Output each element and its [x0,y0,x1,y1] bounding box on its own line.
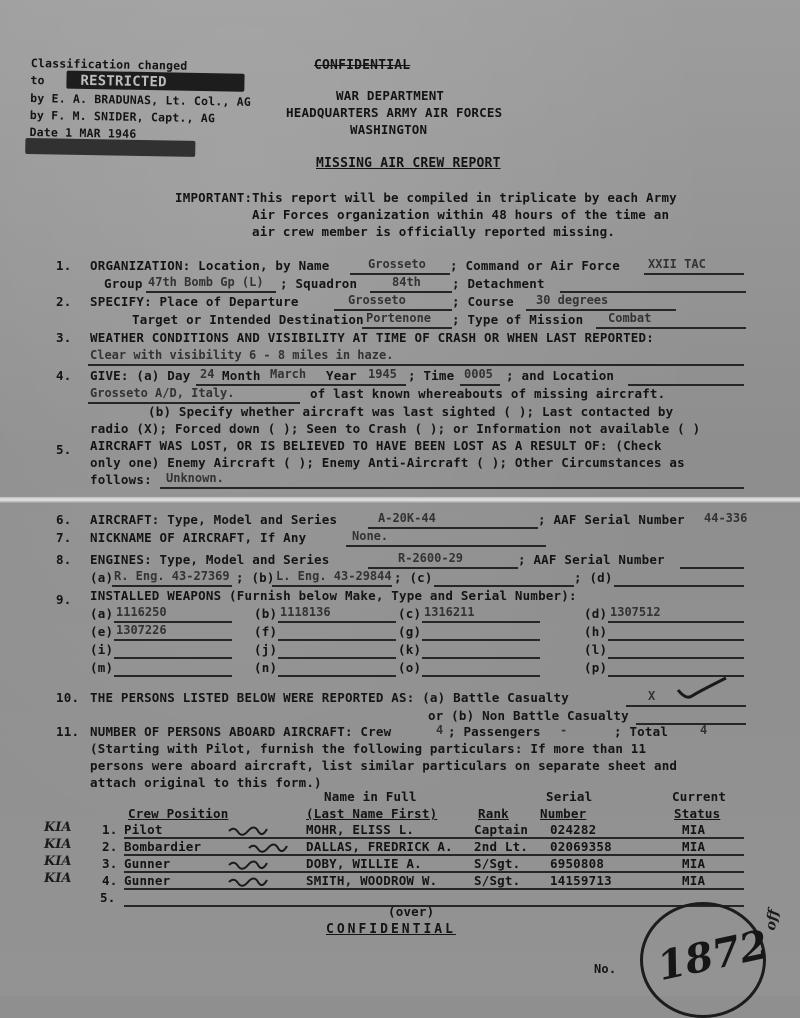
course-value: 30 degrees [536,293,609,307]
target-underline [362,327,452,329]
specify-contact-line-1: (b) Specify whether aircraft was last sighted ( ); Last contacted by [148,404,674,419]
macr-number: 1872 [653,920,772,991]
time-value: 0005 [464,367,493,381]
crew-margin-note: KIA [44,820,72,835]
specify-label: SPECIFY: Place of Departure [90,294,299,309]
give-label: GIVE: (a) Day [90,368,191,383]
crew-row-5-number: 5. [100,890,116,905]
important-line-1: This report will be compiled in triplicate by each Army [252,190,677,205]
crew-status: MIA [682,873,706,888]
section-5-number: 5. [56,442,72,457]
crew-row-number: 3. [102,856,118,871]
section-7-number: 7. [56,530,72,545]
squadron-label: ; Squadron [280,276,358,291]
section-4-number: 4. [56,368,72,383]
crew-name: DALLAS, FREDRICK A. [306,839,453,854]
weapon-underline [278,621,396,623]
weapon-label: (k) [398,642,422,657]
weapon-label: (h) [584,624,608,639]
course-label: ; Course [452,294,514,309]
important-line-2: Air Forces organization within 48 hours of the time an [252,207,670,222]
mission-value: Combat [608,311,652,325]
bottom-classification: CONFIDENTIAL [326,922,456,937]
year-label: Year [326,368,357,383]
weapon-label: (o) [398,660,422,675]
target-value: Portenone [366,311,432,325]
weapon-label: (l) [584,642,608,657]
month-label: Month [222,368,261,383]
section-3-number: 3. [56,330,72,345]
aircraft-type-value: A-20K-44 [378,511,436,525]
stamp-restricted: RESTRICTED [80,72,167,91]
weapon-underline [114,639,232,641]
weapon-label: (d) [584,606,608,621]
crew-status: MIA [682,822,706,837]
weapon-underline [278,639,396,641]
persons-aboard-label: NUMBER OF PERSONS ABOARD AIRCRAFT: Crew [90,724,392,739]
weapon-serial: 1307512 [610,605,661,619]
crew-name: DOBY, WILLIE A. [306,856,422,871]
time-label: ; Time [408,368,455,383]
crew-row-number: 1. [102,822,118,837]
section-8-number: 8. [56,552,72,567]
month-value: March [270,367,307,381]
passengers-label: ; Passengers [448,724,541,739]
weapon-underline [422,621,540,623]
engine-b-value: L. Eng. 43-29844 [276,569,392,583]
stamp-line-3: by E. A. BRADUNAS, Lt. Col., AG [30,90,252,109]
engine-serial-underline [680,567,744,569]
weapon-serial: 1307226 [116,623,167,637]
nickname-underline [346,545,546,547]
organization-label: ORGANIZATION: Location, by Name [90,258,330,273]
weapon-underline [114,675,232,677]
crew-name: SMITH, WOODROW W. [306,873,438,888]
redaction-bar [25,138,195,157]
city-name: WASHINGTON [350,122,428,137]
macr-no-label: No. [594,962,617,976]
weapon-underline [422,639,540,641]
section-9-number: 9. [56,592,72,607]
weapon-underline [608,621,744,623]
crew-margin-note: KIA [44,871,72,886]
header-name-top: Name in Full [324,789,417,804]
weather-underline [88,364,744,366]
important-line-3: air crew member is officially reported missing. [252,224,616,239]
total-label: ; Total [614,724,669,739]
day-value: 24 [200,367,215,381]
battle-casualty-mark: X [648,689,656,703]
squiggle-check-icon [228,824,268,838]
crew-margin-note: KIA [44,854,72,869]
check-mark-icon [676,676,730,702]
engine-serial-label: ; AAF Serial Number [518,552,665,567]
header-crew-position: Crew Position [128,806,229,821]
weapon-underline [278,657,396,659]
persons-instruction-3: attach original to this form.) [90,775,322,790]
crew-rank: S/Sgt. [474,856,521,871]
loss-cause-line-1: AIRCRAFT WAS LOST, OR IS BELIEVED TO HAVE BEEN LOST AS A RESULT OF: (Check [90,438,662,453]
header-name-bottom: (Last Name First) [306,806,438,821]
location-label: ; and Location [506,368,615,383]
crew-margin-note: KIA [44,837,72,852]
year-value: 1945 [368,367,397,381]
group-value: 47th Bomb Gp (L) [148,275,264,289]
weapons-label: INSTALLED WEAPONS (Furnish below Make, Type and Serial Number): [90,588,577,603]
command-label: ; Command or Air Force [450,258,620,273]
total-count: 4 [700,723,708,737]
over-note: (over) [388,904,435,919]
stamp-line-4: by F. M. SNIDER, Capt., AG [29,107,216,126]
loss-cause-value: Unknown. [166,471,224,485]
weapon-underline [608,639,744,641]
weapon-label: (b) [254,606,278,621]
crew-position: Pilot [124,822,163,837]
aircraft-serial-label: ; AAF Serial Number [538,512,685,527]
section-10-number: 10. [56,690,80,705]
classification-stamp [25,54,265,162]
weapon-label: (a) [90,606,114,621]
squadron-value: 84th [392,275,421,289]
aircraft-serial-value: 44-336 [704,511,748,525]
engine-b-label: ; (b) [236,570,275,585]
casualty-label: THE PERSONS LISTED BELOW WERE REPORTED AS: (a) Battle Casualty [90,690,569,705]
weapon-label: (m) [90,660,114,675]
crew-rank: Captain [474,822,529,837]
header-serial-top: Serial [546,789,593,804]
crew-serial: 6950808 [550,856,605,871]
group-underline [146,291,276,293]
engine-d-underline [614,585,744,587]
command-value: XXII TAC [648,257,706,271]
engine-a-underline [112,585,232,587]
weapon-label: (e) [90,624,114,639]
engine-c-label: ; (c) [394,570,433,585]
crew-row-number: 4. [102,873,118,888]
weapon-label: (n) [254,660,278,675]
section-2-number: 2. [56,294,72,309]
persons-instruction-2: persons were aboard aircraft, list similar particulars on separate sheet and [90,758,678,773]
dept-name: WAR DEPARTMENT [336,88,445,103]
section-11-number: 11. [56,724,80,739]
engine-d-label: ; (d) [574,570,613,585]
nickname-value: None. [352,529,389,543]
section-1-number: 1. [56,258,72,273]
crew-row-underline [124,854,744,856]
course-underline [526,309,676,311]
weather-value: Clear with visibility 6 - 8 miles in haze. [90,348,394,362]
weapon-underline [422,657,540,659]
crew-status: MIA [682,839,706,854]
weapon-serial: 1116250 [116,605,167,619]
specify-contact-line-2: radio (X); Forced down ( ); Seen to Crash ( ); or Information not available ( ) [90,421,701,436]
non-battle-casualty-label: or (b) Non Battle Casualty [428,708,629,723]
weapon-serial: 1316211 [424,605,475,619]
crew-name: MOHR, ELISS L. [306,822,415,837]
weapon-underline [422,675,540,677]
weather-label: WEATHER CONDITIONS AND VISIBILITY AT TIME OF CRASH OR WHEN LAST REPORTED: [90,330,654,345]
weapon-underline [114,657,232,659]
crew-serial: 14159713 [550,873,612,888]
mission-label: ; Type of Mission [452,312,584,327]
stamp-line-1: Classification changed [30,56,188,73]
weapon-label: (j) [254,642,278,657]
page-title: MISSING AIR CREW REPORT [316,156,501,171]
squiggle-check-icon [248,841,288,855]
persons-instruction-1: (Starting with Pilot, furnish the following particulars: If more than 11 [90,741,647,756]
weapon-label: (p) [584,660,608,675]
location-value: Grosseto [368,257,426,271]
group-label: Group [104,276,143,291]
engine-a-label: (a) [90,570,114,585]
passengers-count: - [560,723,568,737]
crew-status: MIA [682,856,706,871]
top-classification: CONFIDENTIAL [314,58,411,73]
crew-serial: 024282 [550,822,597,837]
crew-rank: 2nd Lt. [474,839,529,854]
important-label: IMPORTANT: [175,190,253,205]
nickname-label: NICKNAME OF AIRCRAFT, If Any [90,530,307,545]
squiggle-check-icon [228,875,268,889]
hq-name: HEADQUARTERS ARMY AIR FORCES [286,105,503,120]
mission-underline [596,327,746,329]
target-label: Target or Intended Destination [132,312,364,327]
weapon-underline [278,675,396,677]
aircraft-type-label: AIRCRAFT: Type, Model and Series [90,512,338,527]
crew-position: Gunner [124,873,171,888]
loss-location-value: Grosseto A/D, Italy. [90,386,235,400]
crew-serial: 02069358 [550,839,612,854]
header-status-top: Current [672,789,727,804]
crew-row-number: 2. [102,839,118,854]
crew-count: 4 [436,723,444,737]
header-serial-bottom: Number [540,806,587,821]
battle-casualty-underline [626,705,746,707]
engines-value: R-2600-29 [398,551,464,565]
stamp-to-label: to [30,72,45,88]
engine-c-underline [434,585,574,587]
engines-label: ENGINES: Type, Model and Series [90,552,330,567]
weapon-underline [608,657,744,659]
weapon-label: (c) [398,606,422,621]
crew-rank: S/Sgt. [474,873,521,888]
section-6-number: 6. [56,512,72,527]
header-rank: Rank [478,806,509,821]
margin-mark: off [762,908,783,932]
stamp-line-5: Date 1 MAR 1946 [29,124,137,141]
loss-cause-follows-label: follows: [90,472,152,487]
weapon-serial: 1118136 [280,605,331,619]
header-status-bottom: Status [674,806,721,821]
aircraft-type-underline [368,527,538,529]
engine-a-value: R. Eng. 43-27369 [114,569,230,583]
detachment-label: ; Detachment [452,276,545,291]
command-underline [644,273,744,275]
loss-cause-underline [160,487,744,489]
weapon-label: (g) [398,624,422,639]
squiggle-check-icon [228,858,268,872]
weapon-label: (f) [254,624,278,639]
loss-cause-line-2: only one) Enemy Aircraft ( ); Enemy Anti-Aircraft ( ); Other Circumstances as [90,455,685,470]
engine-b-underline [272,585,392,587]
weapon-label: (i) [90,642,114,657]
page-fold [0,497,800,503]
crew-position: Gunner [124,856,171,871]
crew-row-underline [124,888,744,890]
location-tail-text: of last known whereabouts of missing aircraft. [310,386,666,401]
departure-value: Grosseto [348,293,406,307]
crew-position: Bombardier [124,839,202,854]
